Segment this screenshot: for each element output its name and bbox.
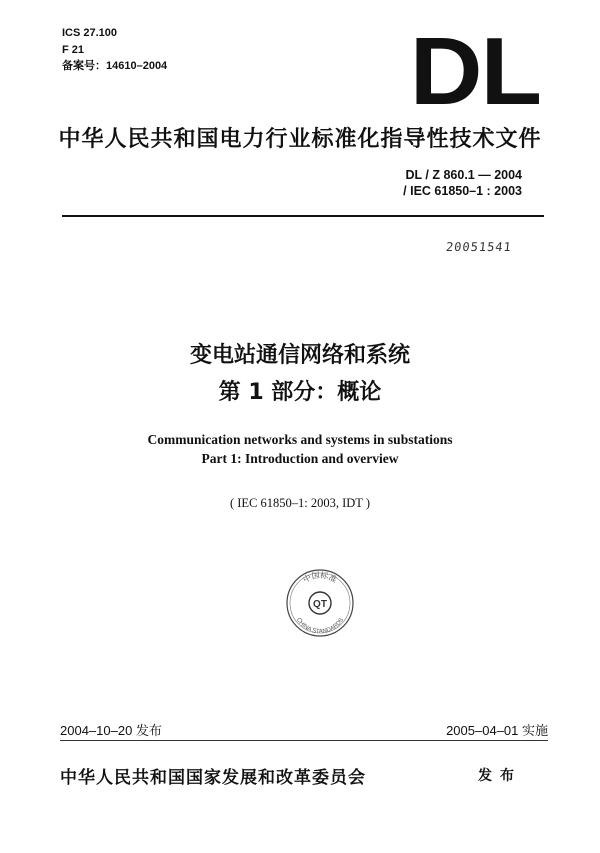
ics-code: ICS 27.100	[62, 27, 118, 39]
serial-stamp: 20051541	[445, 240, 513, 254]
chinese-title: 变电站通信网络和系统	[189, 343, 410, 368]
footer-divider	[60, 740, 548, 741]
category-code: F 21	[62, 44, 85, 56]
header-divider	[62, 215, 544, 217]
equivalence-note: ( IEC 61850–1: 2003, IDT )	[229, 496, 371, 510]
seal-ring-text-bottom: CHINA STANDARDS	[294, 617, 346, 636]
standard-number: DL / Z 860.1 — 2004	[405, 168, 522, 182]
implementation-date: 2005–04–01 实施	[446, 723, 548, 738]
chinese-subtitle: 第 1 部分：概论	[218, 380, 382, 405]
standard-type-title: 中华人民共和国电力行业标准化指导性技术文件	[58, 127, 542, 152]
qt-seal-icon	[285, 568, 355, 638]
issue-date: 2004–10–20 发布	[60, 723, 162, 738]
svg-text:中国标准	[301, 570, 339, 585]
publish-label: 发布	[478, 768, 522, 784]
record-number: 备案号：14610–2004	[62, 60, 168, 72]
english-title: Communication networks and systems in substations	[147, 432, 453, 447]
seal-center-text: QT	[313, 599, 327, 610]
dl-logo: DL	[409, 18, 540, 125]
publisher-name: 中华人民共和国国家发展和改革委员会	[60, 768, 366, 788]
iec-number: / IEC 61850–1 : 2003	[403, 184, 522, 198]
svg-text:CHINA STANDARDS	[295, 617, 345, 635]
seal-ring-text-top: 中国标准	[301, 570, 339, 585]
english-subtitle: Part 1: Introduction and overview	[201, 451, 399, 466]
